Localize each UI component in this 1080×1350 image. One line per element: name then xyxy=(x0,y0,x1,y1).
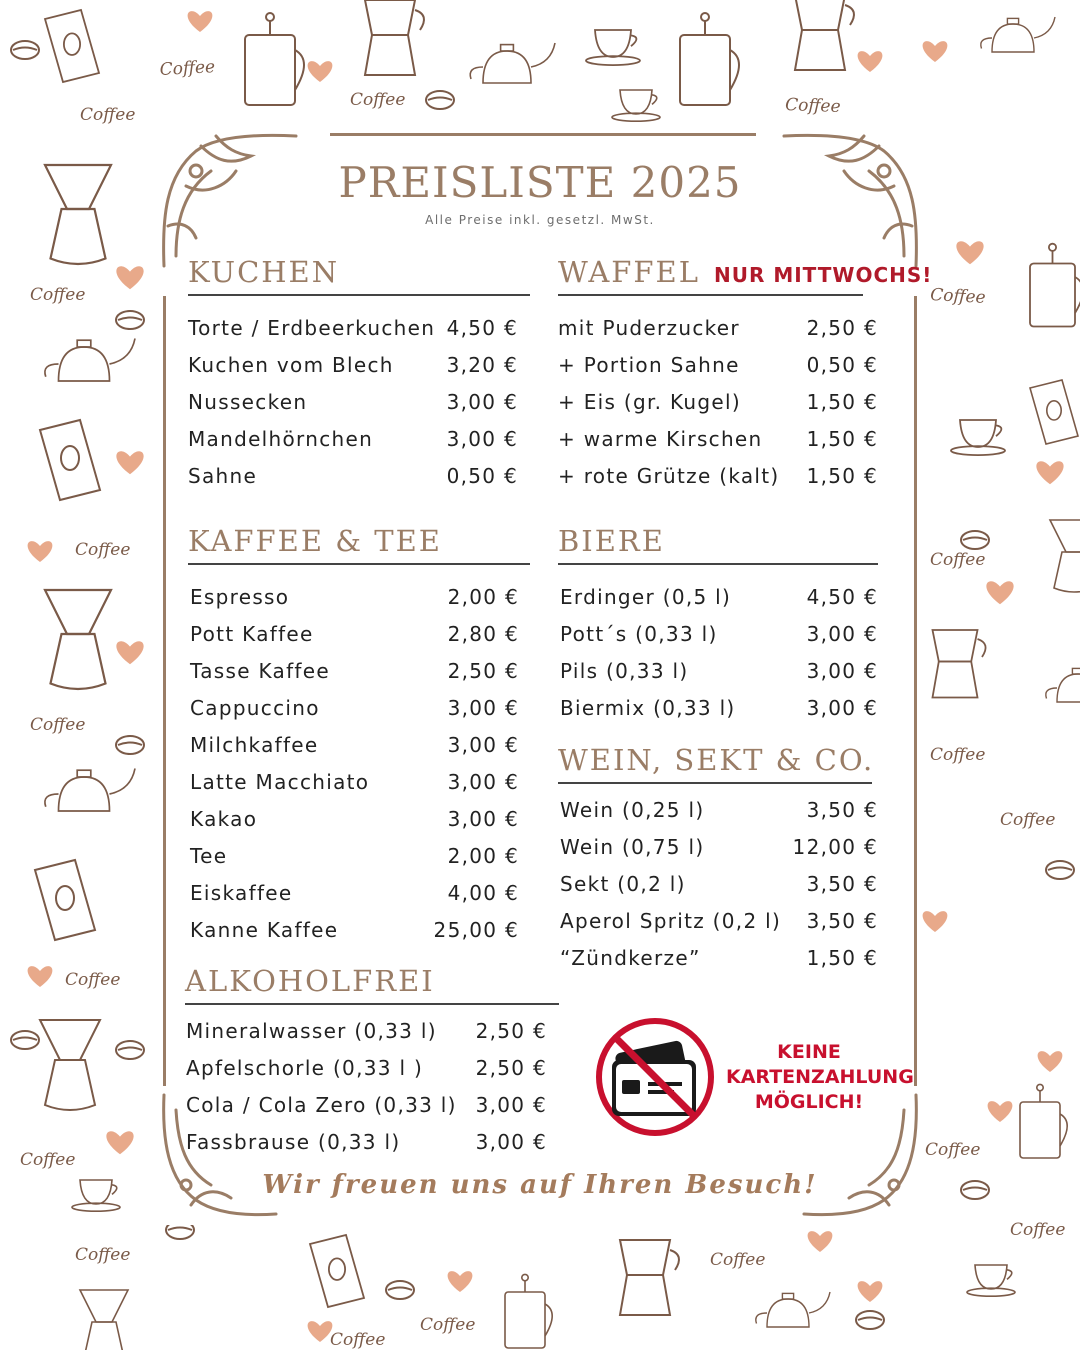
menu-item-row xyxy=(190,727,519,764)
cup-icon xyxy=(951,420,1005,455)
section-title-row xyxy=(558,255,933,296)
coffee-bean-icon xyxy=(116,736,144,754)
notice-line: KARTENZAHLUNG xyxy=(726,1066,914,1088)
item-price: 3,00 € xyxy=(447,733,519,757)
menu-item-row xyxy=(190,764,519,801)
heart-icon xyxy=(116,266,143,289)
item-price: 3,00 € xyxy=(806,696,878,720)
coffee-doodle-text: Coffee xyxy=(784,95,841,117)
french-press-icon xyxy=(1030,244,1080,327)
menu-item-row xyxy=(560,616,878,653)
coffee-doodle-text: Coffee xyxy=(20,1150,76,1170)
item-price: 0,50 € xyxy=(446,464,518,488)
cup-icon xyxy=(586,30,640,65)
coffee-bean-icon xyxy=(116,311,144,329)
item-name: Milchkaffee xyxy=(190,733,319,757)
menu-item-row xyxy=(190,801,519,838)
item-price: 1,50 € xyxy=(806,946,878,970)
item-name: Sahne xyxy=(188,464,258,488)
menu-item-row xyxy=(186,1087,547,1124)
item-name: Kuchen vom Blech xyxy=(188,353,394,377)
item-price: 2,50 € xyxy=(475,1056,547,1080)
coffee-doodle-text: Coffee xyxy=(350,90,406,110)
section-title: WEIN, SEKT & CO. xyxy=(558,743,872,784)
heart-icon xyxy=(1036,461,1063,484)
coffee-bean-icon xyxy=(961,1181,989,1199)
item-name: + Eis (gr. Kugel) xyxy=(558,390,741,414)
french-press-icon xyxy=(1020,1084,1067,1158)
coffee-doodle-text: Coffee xyxy=(930,745,986,765)
menu-item-row xyxy=(188,347,518,384)
cup-icon xyxy=(72,1180,120,1211)
menu-item-row xyxy=(560,792,878,829)
heart-icon xyxy=(116,451,143,474)
section-wein xyxy=(558,743,878,977)
item-list xyxy=(185,1013,559,1161)
item-price: 3,50 € xyxy=(806,798,878,822)
heart-icon xyxy=(808,1231,833,1252)
menu-item-row xyxy=(560,579,878,616)
item-name: Nussecken xyxy=(188,390,308,414)
section-biere xyxy=(558,524,878,727)
item-price: 3,50 € xyxy=(806,909,878,933)
coffee-bag-icon xyxy=(35,860,95,940)
page-title: PREISLISTE 2025 xyxy=(338,158,742,207)
item-price: 0,50 € xyxy=(806,353,878,377)
menu-item-row xyxy=(190,912,519,949)
item-name: Tee xyxy=(190,844,228,868)
coffee-bag-icon xyxy=(310,1235,364,1307)
french-press-icon xyxy=(680,13,739,105)
french-press-icon xyxy=(505,1274,552,1348)
item-name: + warme Kirschen xyxy=(558,427,763,451)
item-price: 3,20 € xyxy=(446,353,518,377)
section-note: NUR MITTWOCHS! xyxy=(713,263,933,287)
heart-icon xyxy=(858,51,883,72)
menu-item-row xyxy=(188,458,518,495)
top-divider xyxy=(330,133,756,136)
menu-item-row xyxy=(188,310,518,347)
item-price: 3,00 € xyxy=(447,770,519,794)
no-card-payment-notice xyxy=(726,1040,914,1115)
dripper-icon xyxy=(1050,520,1080,592)
moka-pot-icon xyxy=(933,630,986,698)
coffee-bean-icon xyxy=(386,1281,414,1299)
coffee-doodle-text: Coffee xyxy=(30,715,86,735)
coffee-doodle-text: Coffee xyxy=(330,1330,386,1350)
item-price: 3,00 € xyxy=(806,622,878,646)
menu-item-row xyxy=(188,421,518,458)
heart-icon xyxy=(986,581,1013,604)
dripper-icon xyxy=(45,590,111,689)
item-name: Tasse Kaffee xyxy=(190,659,330,683)
moka-pot-icon xyxy=(620,1240,679,1315)
item-price: 1,50 € xyxy=(806,464,878,488)
heart-icon xyxy=(28,966,53,987)
cup-icon xyxy=(967,1265,1015,1296)
section-title: ALKOHOLFREI xyxy=(185,964,559,1005)
heart-icon xyxy=(116,641,143,664)
coffee-doodle-text: Coffee xyxy=(710,1250,766,1270)
coffee-bean-icon xyxy=(11,41,39,59)
no-card-icon xyxy=(594,1016,716,1138)
coffee-bag-icon xyxy=(45,10,99,82)
item-price: 12,00 € xyxy=(792,835,878,859)
section-title: KAFFEE & TEE xyxy=(188,524,530,565)
item-price: 2,00 € xyxy=(447,585,519,609)
item-price: 1,50 € xyxy=(806,390,878,414)
item-name: Fassbrause (0,33 l) xyxy=(186,1130,401,1154)
notice-line: KEINE xyxy=(777,1041,841,1063)
menu-item-row xyxy=(190,616,519,653)
coffee-bean-icon xyxy=(116,1041,144,1059)
coffee-doodle-text: Coffee xyxy=(929,285,987,308)
item-name: Cappuccino xyxy=(190,696,320,720)
dripper-icon xyxy=(80,1290,128,1350)
coffee-doodle-text: Coffee xyxy=(930,550,986,570)
heart-icon xyxy=(308,1321,333,1342)
item-list xyxy=(188,579,530,949)
moka-pot-icon xyxy=(795,0,854,70)
section-waffel xyxy=(558,255,933,495)
item-list xyxy=(558,579,878,727)
item-list xyxy=(558,310,878,495)
coffee-bean-icon xyxy=(856,1311,884,1329)
kettle-icon xyxy=(45,769,135,812)
item-name: Kakao xyxy=(190,807,258,831)
menu-item-row xyxy=(560,866,878,903)
item-name: Pils (0,33 l) xyxy=(560,659,689,683)
item-price: 3,50 € xyxy=(806,872,878,896)
coffee-bean-icon xyxy=(961,531,989,549)
item-price: 4,00 € xyxy=(447,881,519,905)
kettle-icon xyxy=(1046,667,1080,702)
item-name: Pott Kaffee xyxy=(190,622,314,646)
heart-icon xyxy=(1038,1051,1063,1072)
coffee-doodle-text: Coffee xyxy=(1000,810,1056,830)
coffee-doodle-text: Coffee xyxy=(30,285,86,305)
item-price: 2,50 € xyxy=(806,316,878,340)
right-frame-line xyxy=(914,296,917,1086)
coffee-doodle-text: Coffee xyxy=(75,540,131,560)
heart-icon xyxy=(858,1281,883,1302)
item-name: Erdinger (0,5 l) xyxy=(560,585,732,609)
moka-pot-icon xyxy=(365,0,424,75)
kettle-icon xyxy=(981,17,1055,52)
item-name: Latte Macchiato xyxy=(190,770,370,794)
menu-item-row xyxy=(558,310,878,347)
coffee-bag-icon xyxy=(1030,380,1078,444)
cup-icon xyxy=(612,90,660,121)
item-name: + Portion Sahne xyxy=(558,353,740,377)
item-price: 3,00 € xyxy=(446,390,518,414)
section-alkoholfrei xyxy=(185,964,559,1161)
menu-item-row xyxy=(560,829,878,866)
coffee-bean-icon xyxy=(1046,861,1074,879)
heart-icon xyxy=(956,241,983,264)
item-list xyxy=(188,310,530,495)
item-name: + rote Grütze (kalt) xyxy=(558,464,780,488)
coffee-doodle-text: Coffee xyxy=(420,1315,476,1335)
menu-item-row xyxy=(188,384,518,421)
coffee-doodle-text: Coffee xyxy=(75,1245,131,1265)
item-price: 4,50 € xyxy=(446,316,518,340)
heart-icon xyxy=(308,61,333,82)
kettle-icon xyxy=(45,339,135,382)
price-note: Alle Preise inkl. gesetzl. MwSt. xyxy=(425,213,655,227)
footer-greeting: Wir freuen uns auf Ihren Besuch! xyxy=(262,1170,818,1200)
item-name: Torte / Erdbeerkuchen xyxy=(188,316,436,340)
item-price: 3,00 € xyxy=(806,659,878,683)
item-price: 4,50 € xyxy=(806,585,878,609)
french-press-icon xyxy=(245,13,304,105)
heart-icon xyxy=(988,1101,1013,1122)
heart-icon xyxy=(28,541,53,562)
coffee-doodle-text: Coffee xyxy=(65,970,121,990)
section-title: WAFFEL xyxy=(558,255,700,289)
item-name: Apfelschorle (0,33 l ) xyxy=(186,1056,424,1080)
item-name: Biermix (0,33 l) xyxy=(560,696,736,720)
menu-item-row xyxy=(190,579,519,616)
item-name: Cola / Cola Zero (0,33 l) xyxy=(186,1093,457,1117)
item-price: 2,80 € xyxy=(447,622,519,646)
kettle-icon xyxy=(470,43,555,83)
menu-item-row xyxy=(190,838,519,875)
heart-icon xyxy=(923,41,948,62)
heart-icon xyxy=(448,1271,473,1292)
item-price: 2,50 € xyxy=(475,1019,547,1043)
item-name: Mandelhörnchen xyxy=(188,427,374,451)
coffee-bean-icon xyxy=(426,91,454,109)
item-price: 3,00 € xyxy=(447,696,519,720)
section-title: KUCHEN xyxy=(188,255,530,296)
item-name: Pott´s (0,33 l) xyxy=(560,622,718,646)
menu-item-row xyxy=(558,384,878,421)
coffee-bag-icon xyxy=(40,420,100,500)
menu-item-row xyxy=(190,690,519,727)
menu-item-row xyxy=(560,940,878,977)
item-name: Wein (0,75 l) xyxy=(560,835,705,859)
coffee-doodle-text: Coffee xyxy=(925,1140,981,1160)
menu-item-row xyxy=(560,690,878,727)
item-price: 3,00 € xyxy=(475,1130,547,1154)
item-name: Sekt (0,2 l) xyxy=(560,872,686,896)
item-price: 2,50 € xyxy=(447,659,519,683)
item-name: Kanne Kaffee xyxy=(190,918,339,942)
heart-icon xyxy=(923,911,948,932)
menu-item-row xyxy=(560,653,878,690)
heart-icon xyxy=(188,11,213,32)
section-title: BIERE xyxy=(558,524,878,565)
item-name: Eiskaffee xyxy=(190,881,293,905)
heart-icon xyxy=(106,1131,133,1154)
section-kaffee-tee xyxy=(188,524,530,949)
menu-item-row xyxy=(186,1050,547,1087)
item-price: 3,00 € xyxy=(447,807,519,831)
item-price: 3,00 € xyxy=(475,1093,547,1117)
section-kuchen xyxy=(188,255,530,495)
menu-item-row xyxy=(558,421,878,458)
coffee-doodle-text: Coffee xyxy=(80,105,136,125)
item-price: 1,50 € xyxy=(806,427,878,451)
menu-item-row xyxy=(560,903,878,940)
item-name: Wein (0,25 l) xyxy=(560,798,705,822)
coffee-bean-icon xyxy=(11,1031,39,1049)
item-name: “Zündkerze” xyxy=(560,946,701,970)
item-name: Espresso xyxy=(190,585,290,609)
menu-item-row xyxy=(190,875,519,912)
menu-item-row xyxy=(558,458,878,495)
item-price: 2,00 € xyxy=(447,844,519,868)
menu-item-row xyxy=(190,653,519,690)
coffee-doodle-text: Coffee xyxy=(1010,1220,1066,1240)
menu-item-row xyxy=(558,347,878,384)
dripper-icon xyxy=(45,165,111,264)
item-name: Aperol Spritz (0,2 l) xyxy=(560,909,782,933)
item-name: Mineralwasser (0,33 l) xyxy=(186,1019,437,1043)
menu-item-row xyxy=(186,1013,547,1050)
kettle-icon xyxy=(756,1292,830,1327)
item-name: mit Puderzucker xyxy=(558,316,740,340)
dripper-icon xyxy=(40,1020,100,1110)
coffee-doodle-text: Coffee xyxy=(159,57,216,80)
left-frame-line xyxy=(163,296,166,1086)
item-list xyxy=(558,792,878,977)
menu-item-row xyxy=(186,1124,547,1161)
item-price: 25,00 € xyxy=(433,918,519,942)
notice-line: MÖGLICH! xyxy=(754,1091,864,1113)
item-price: 3,00 € xyxy=(446,427,518,451)
